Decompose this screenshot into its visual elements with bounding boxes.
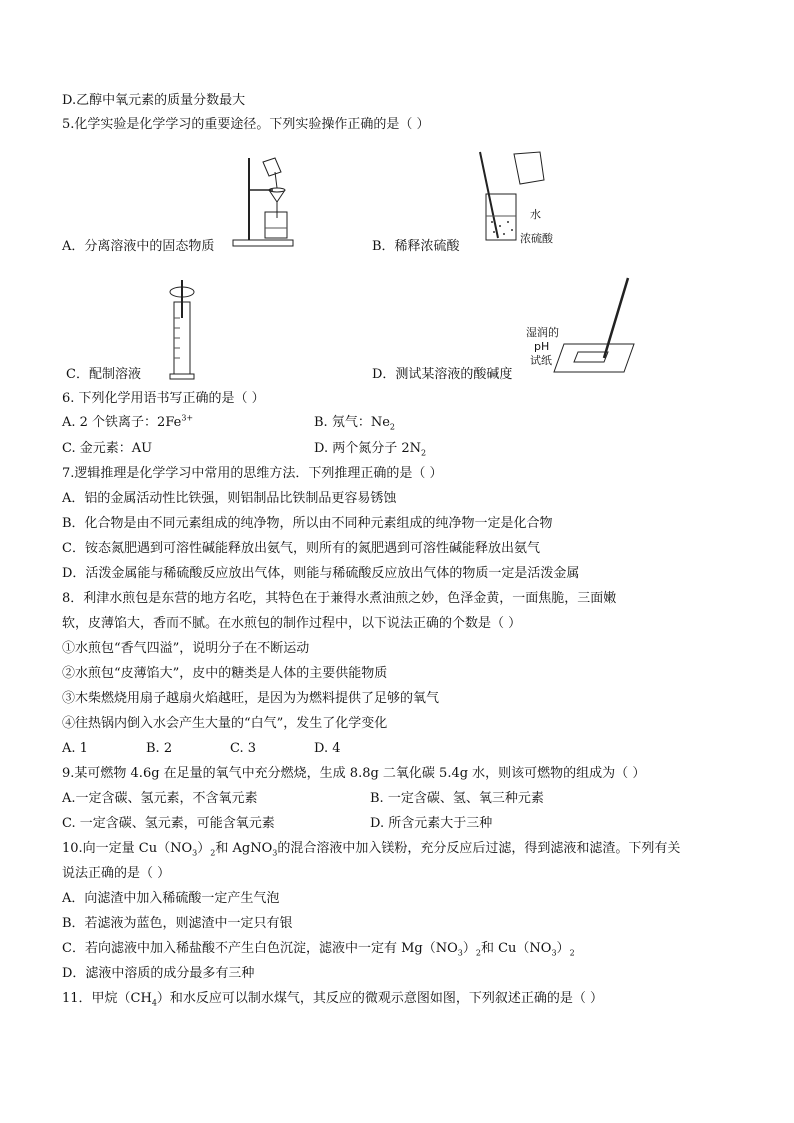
q6-stem: 6. 下列化学用语书写正确的是（ ） [62,391,265,406]
conc-acid-label: 浓硫酸 [520,232,553,245]
q5-option-c: C．配制溶液 [66,367,141,382]
water-label: 水 [530,208,541,221]
q7-option-b: B．化合物是由不同元素组成的纯净物，所以由不同种元素组成的纯净物一定是化合物 [62,516,553,531]
q8-option-b: B. 2 [146,741,173,756]
q8-statement-3: ③木柴燃烧用扇子越扇火焰越旺，是因为为燃料提供了足够的氧气 [62,691,440,706]
q8-stem-line2: 软，皮薄馅大，香而不腻。在水煎包的制作过程中，以下说法正确的个数是（ ） [62,616,522,631]
q5-option-a: A．分离溶液中的固态物质 [62,239,215,254]
ph-test-figure [524,272,644,382]
q8-statement-4: ④往热锅内倒入水会产生大量的“白气”，发生了化学变化 [62,716,388,731]
q9-option-c: C. 一定含碳、氢元素，可能含氧元素 [62,816,275,831]
q8-option-d: D. 4 [314,741,341,756]
q9-option-b: B. 一定含碳、氢、氧三种元素 [370,791,544,806]
q11-stem: 11．甲烷$(CH_4)$和水反应可以制水煤气，其反应的微观示意图如图，下列叙述正确的是（ ） [62,991,604,1008]
graduated-cylinder-figure [160,278,210,383]
q8-option-a: A. 1 [62,741,88,756]
q8-statement-2: ②水煎包“皮薄馅大”，皮中的糖类是人体的主要供能物质 [62,666,388,681]
q9-stem: 9.某可燃物 4.6g 在足量的氧气中充分燃烧，生成 8.8g 二氧化碳 5.4g 水，则该可燃物的组成为（ ） [62,766,646,781]
q4-option-d: D.乙醇中氧元素的质量分数最大 [62,93,246,108]
q6-option-d: D. 两个氮分子 $2N_2$ [314,441,427,458]
q7-option-a: A．铝的金属活动性比铁强，则铝制品比铁制品更容易锈蚀 [62,491,397,506]
ph-label-line1: 湿润的 [526,326,559,339]
q5-option-b: B．稀释浓硫酸 [372,239,460,254]
q10-stem-line1: 10.向一定量 $Cu(NO_3)_2$和 AgNO$_3$的混合溶液中加入镁粉，充分反应后过滤，得到滤液和滤渣。下列有关 [62,841,681,858]
q10-option-c: C．若向滤液中加入稀盐酸不产生白色沉淀，滤液中一定有 $Mg(NO_3)_2$和 $Cu(NO_3)_2$ [62,941,575,958]
ph-label-line3: 试纸 [530,354,552,367]
filtration-apparatus-figure [225,150,305,250]
q6-option-c: C. 金元素：AU [62,441,153,456]
ph-label-line2: pH [534,340,550,353]
dilution-figure [472,150,562,250]
q9-option-d: D. 所含元素大于三种 [370,816,493,831]
q6-option-a: A. 2 个铁离子：$2Fe^{3+}$ [62,413,194,430]
q10-option-a: A．向滤渣中加入稀硫酸一定产生气泡 [62,891,280,906]
q8-statement-1: ①水煎包“香气四溢”，说明分子在不断运动 [62,641,310,656]
q5-stem: 5.化学实验是化学学习的重要途径。下列实验操作正确的是（ ） [62,117,430,132]
q8-option-c: C. 3 [230,741,257,756]
q8-stem-line1: 8．利津水煎包是东营的地方名吃，其特色在于兼得水煮油煎之妙，色泽金黄，一面焦脆，三面嫩 [62,591,617,606]
q10-stem-line2: 说法正确的是（ ） [62,866,171,881]
q7-stem: 7.逻辑推理是化学学习中常用的思维方法．下列推理正确的是（ ） [62,466,443,481]
q7-option-c: C．铵态氮肥遇到可溶性碱能释放出氨气，则所有的氮肥遇到可溶性碱能释放出氨气 [62,541,540,556]
q10-option-b: B．若滤液为蓝色，则滤渣中一定只有银 [62,916,293,931]
q6-option-b: B. 氖气：$Ne_2$ [314,415,395,432]
q10-option-d: D．滤液中溶质的成分最多有三种 [62,966,255,981]
q7-option-d: D．活泼金属能与稀硫酸反应放出气体，则能与稀硫酸反应放出气体的物质一定是活泼金属 [62,566,580,581]
q5-option-d: D．测试某溶液的酸碱度 [372,367,513,382]
q9-option-a: A.一定含碳、氢元素，不含氧元素 [62,791,258,806]
